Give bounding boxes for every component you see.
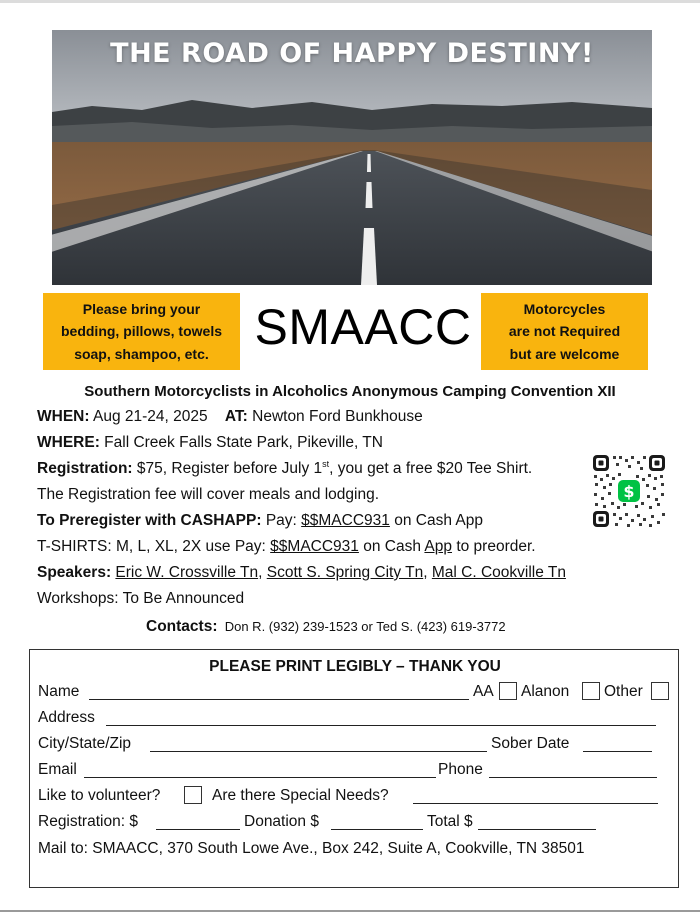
other-checkbox[interactable] <box>651 682 669 700</box>
speaker-name: Mal C. Cookville Tn <box>431 564 566 581</box>
special-needs-label: Are there Special Needs? <box>212 787 389 804</box>
sober-date-label: Sober Date <box>491 735 570 752</box>
registration-amount-field[interactable] <box>156 829 240 830</box>
when-value: Aug 21-24, 2025 <box>92 408 208 425</box>
tshirts-app-link[interactable]: App <box>424 538 453 555</box>
phone-label: Phone <box>438 761 483 778</box>
donation-field[interactable] <box>331 829 423 830</box>
aa-label: AA <box>473 683 494 700</box>
tshirts-mid: on Cash <box>363 538 421 555</box>
brand-title: SMAACC <box>254 299 472 355</box>
donation-label: Donation $ <box>244 813 319 830</box>
registration-sup: st <box>322 458 330 469</box>
speaker-name: Scott S. Spring City Tn <box>266 564 424 581</box>
contacts-value: Don R. (932) 239-1523 or Ted S. (423) 619-3772 <box>224 619 506 634</box>
bring-supplies-text: Please bring your bedding, pillows, towels soap, shampoo, etc. <box>60 300 222 362</box>
event-subtitle: Southern Motorcyclists in Alcoholics Anonymous Camping Convention XII <box>84 383 616 400</box>
qr-dollar-symbol: $ <box>623 482 635 501</box>
alanon-label: Alanon <box>521 683 570 700</box>
cash-app-qr-icon[interactable] <box>591 453 667 529</box>
city-field[interactable] <box>150 751 487 752</box>
at-label: AT: <box>224 408 248 425</box>
total-label: Total $ <box>427 813 473 830</box>
where-label: WHERE: <box>37 434 100 451</box>
where-value: Fall Creek Falls State Park, Pikeville, TN <box>104 434 383 451</box>
at-value: Newton Ford Bunkhouse <box>252 408 423 425</box>
email-label: Email <box>38 761 77 778</box>
workshops-line: Workshops: To Be Announced <box>37 590 245 607</box>
where-line <box>37 434 383 452</box>
other-label: Other <box>604 683 643 700</box>
name-field[interactable] <box>89 699 469 700</box>
when-line <box>37 408 423 426</box>
aa-checkbox[interactable] <box>499 682 517 700</box>
contacts-label: Contacts: <box>146 618 218 635</box>
registration-text-a: $75, Register before July 1 <box>136 460 323 477</box>
contacts-line <box>146 618 506 636</box>
sober-date-field[interactable] <box>583 751 652 752</box>
volunteer-label: Like to volunteer? <box>38 787 161 804</box>
preregister-pay: Pay: <box>265 512 297 529</box>
preregister-label: To Preregister with CASHAPP: <box>37 512 262 529</box>
tshirts-suffix: to preorder. <box>456 538 536 555</box>
speakers-label: Speakers: <box>37 564 112 581</box>
registration-line <box>37 460 532 478</box>
address-field[interactable] <box>106 725 656 726</box>
preregister-line <box>37 512 483 530</box>
registration-label: Registration: <box>37 460 133 477</box>
bottom-rule <box>0 910 700 912</box>
hero-road-photo <box>52 30 652 285</box>
top-rule <box>0 0 700 3</box>
tshirts-cashtag-link[interactable]: $$MACC931 <box>270 538 359 555</box>
registration-text-b: , you get a free $20 Tee Shirt. <box>329 460 533 477</box>
speakers-line: Speakers: Eric W. Crossville Tn, Scott S. Spring City Tn, Mal C. Cookville Tn <box>37 564 566 581</box>
motorcycles-text: Motorcycles are not Required but are welcome <box>508 300 621 362</box>
alanon-checkbox[interactable] <box>582 682 600 700</box>
email-field[interactable] <box>84 777 436 778</box>
speaker-name: Eric W. Crossville Tn <box>115 564 259 581</box>
form-heading: PLEASE PRINT LEGIBLY – THANK YOU <box>209 658 501 675</box>
qr-code-graphic <box>591 453 667 529</box>
preregister-suffix: on Cash App <box>394 512 483 529</box>
total-field[interactable] <box>478 829 596 830</box>
registration-amount-label: Registration: $ <box>38 813 138 830</box>
address-label: Address <box>38 709 95 726</box>
motorcycles-note <box>481 293 648 370</box>
cashtag-link[interactable]: $$MACC931 <box>301 512 390 529</box>
hero-title: THE ROAD OF HAPPY DESTINY! <box>110 38 594 69</box>
tshirts-prefix: T-SHIRTS: M, L, XL, 2X use Pay: <box>37 538 266 555</box>
phone-field[interactable] <box>489 777 657 778</box>
when-label: WHEN: <box>37 408 90 425</box>
city-label: City/State/Zip <box>38 735 132 752</box>
volunteer-checkbox[interactable] <box>184 786 202 804</box>
tshirts-line <box>37 538 536 556</box>
special-needs-field[interactable] <box>413 803 658 804</box>
fee-line: The Registration fee will cover meals and lodging. <box>37 486 380 503</box>
name-label: Name <box>38 683 80 700</box>
bring-supplies-note <box>43 293 240 370</box>
mail-to-address: Mail to: SMAACC, 370 South Lowe Ave., Box 242, Suite A, Cookville, TN 38501 <box>38 840 585 857</box>
